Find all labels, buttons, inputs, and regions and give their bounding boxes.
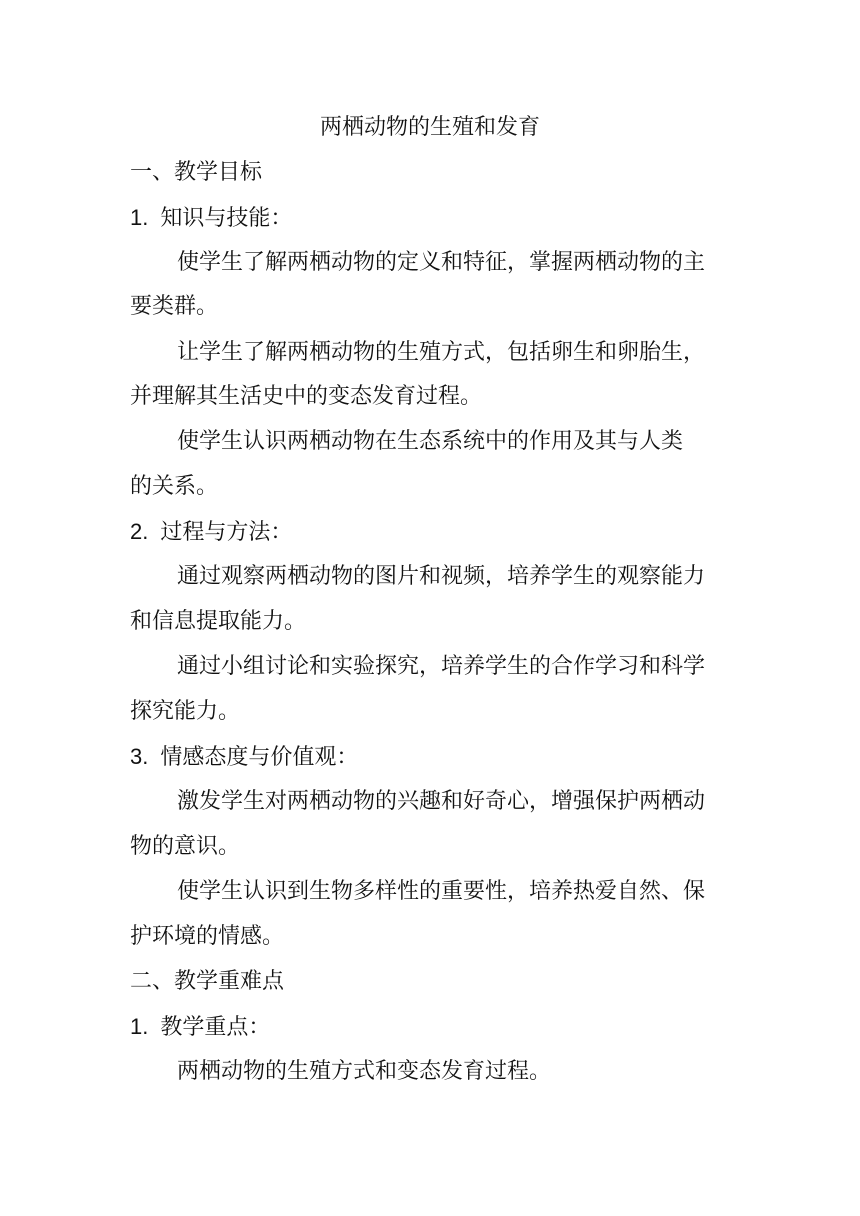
section-heading-teaching-goals: 一、教学目标 <box>130 160 263 185</box>
paragraph-line: 让学生了解两栖动物的生殖方式，包括卵生和卵胎生， <box>177 340 706 365</box>
paragraph-line: 要类群。 <box>130 294 219 319</box>
subheading-emotion-values <box>130 742 358 773</box>
paragraph-line: 激发学生对两栖动物的兴趣和好奇心，增强保护两栖动 <box>177 789 706 814</box>
paragraph-line: 通过小组讨论和实验探究，培养学生的合作学习和科学 <box>177 654 706 679</box>
subheading-process-methods <box>130 517 292 548</box>
paragraph-line: 使学生认识到生物多样性的重要性，培养热爱自然、保 <box>177 879 706 904</box>
paragraph-line: 两栖动物的生殖方式和变态发育过程。 <box>177 1059 552 1084</box>
section-heading-key-points: 二、教学重难点 <box>130 969 285 994</box>
subheading-label: 知识与技能： <box>160 206 293 231</box>
paragraph-line: 使学生认识两栖动物在生态系统中的作用及其与人类 <box>177 429 684 454</box>
paragraph-line: 物的意识。 <box>130 834 241 859</box>
paragraph-line: 护环境的情感。 <box>130 924 285 949</box>
paragraph-line: 的关系。 <box>130 474 219 499</box>
subheading-number: 1. <box>130 1014 149 1039</box>
subheading-number: 1. <box>130 205 149 230</box>
paragraph-line: 使学生了解两栖动物的定义和特征，掌握两栖动物的主 <box>177 250 706 275</box>
subheading-number: 2. <box>130 519 149 544</box>
subheading-teaching-focus <box>130 1012 270 1043</box>
document-title: 两栖动物的生殖和发育 <box>319 115 540 140</box>
paragraph-line: 通过观察两栖动物的图片和视频，培养学生的观察能力 <box>177 564 706 589</box>
subheading-label: 教学重点： <box>160 1015 271 1040</box>
paragraph-line: 和信息提取能力。 <box>130 609 307 634</box>
paragraph-line: 探究能力。 <box>130 699 241 724</box>
subheading-label: 过程与方法： <box>160 520 293 545</box>
paragraph-line: 并理解其生活史中的变态发育过程。 <box>130 384 483 409</box>
subheading-knowledge-skills <box>130 203 292 234</box>
subheading-label: 情感态度与价值观： <box>160 745 359 770</box>
subheading-number: 3. <box>130 744 149 769</box>
